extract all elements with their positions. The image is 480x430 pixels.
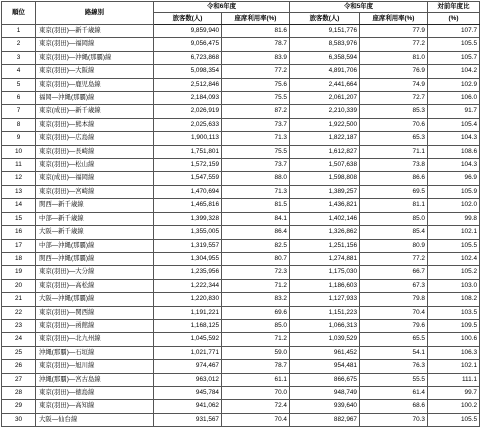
cell-yoy: 104.3	[428, 159, 480, 172]
cell-route: 東京(羽田)―北九州線	[36, 333, 154, 346]
table-row	[2, 293, 480, 306]
cell-load-factor-year6: 85.0	[222, 319, 290, 332]
cell-passengers-year5: 1,436,821	[290, 199, 360, 212]
cell-rank: 20	[2, 279, 36, 292]
table-row	[2, 413, 480, 426]
cell-rank: 9	[2, 132, 36, 145]
cell-passengers-year6: 1,045,592	[154, 333, 222, 346]
cell-route: 中部―沖縄(那覇)線	[36, 239, 154, 252]
cell-passengers-year6: 1,751,801	[154, 145, 222, 158]
header-passengers-year5: 旅客数(人)	[290, 13, 360, 25]
cell-route: 福岡―沖縄(那覇)線	[36, 92, 154, 105]
cell-passengers-year6: 1,168,125	[154, 319, 222, 332]
header-yoy: 対前年度比	[428, 2, 480, 13]
cell-yoy: 105.2	[428, 266, 480, 279]
cell-passengers-year5: 4,891,706	[290, 65, 360, 78]
cell-yoy: 99.8	[428, 212, 480, 225]
cell-passengers-year6: 2,025,633	[154, 118, 222, 131]
table-row	[2, 306, 480, 319]
cell-yoy: 100.2	[428, 400, 480, 413]
cell-passengers-year5: 2,210,339	[290, 105, 360, 118]
cell-load-factor-year5: 77.2	[360, 38, 428, 51]
cell-passengers-year5: 1,402,146	[290, 212, 360, 225]
table-row	[2, 199, 480, 212]
cell-load-factor-year6: 81.6	[222, 25, 290, 38]
cell-rank: 11	[2, 159, 36, 172]
cell-route: 東京(成田)―新千歳線	[36, 105, 154, 118]
cell-load-factor-year6: 83.9	[222, 51, 290, 64]
cell-load-factor-year5: 70.4	[360, 306, 428, 319]
cell-yoy: 105.7	[428, 51, 480, 64]
header-load-factor-year5: 座席利用率(%)	[360, 13, 428, 25]
cell-load-factor-year5: 79.6	[360, 319, 428, 332]
table-row	[2, 25, 480, 38]
cell-load-factor-year5: 73.8	[360, 159, 428, 172]
cell-passengers-year5: 954,481	[290, 360, 360, 373]
cell-yoy: 103.5	[428, 306, 480, 319]
cell-passengers-year6: 9,859,940	[154, 25, 222, 38]
cell-load-factor-year6: 69.6	[222, 306, 290, 319]
table-row	[2, 333, 480, 346]
cell-route: 東京(羽田)―函館線	[36, 319, 154, 332]
cell-load-factor-year5: 74.9	[360, 78, 428, 91]
cell-passengers-year6: 1,319,557	[154, 239, 222, 252]
cell-passengers-year5: 1,922,500	[290, 118, 360, 131]
table-row	[2, 386, 480, 399]
cell-passengers-year6: 1,021,771	[154, 346, 222, 359]
cell-route: 東京(羽田)―熊本線	[36, 118, 154, 131]
cell-route: 大阪―仙台線	[36, 413, 154, 426]
cell-route: 東京(羽田)―福岡線	[36, 38, 154, 51]
cell-passengers-year5: 8,583,976	[290, 38, 360, 51]
cell-rank: 8	[2, 118, 36, 131]
cell-rank: 4	[2, 65, 36, 78]
cell-load-factor-year6: 88.0	[222, 172, 290, 185]
table-row	[2, 279, 480, 292]
cell-load-factor-year6: 77.2	[222, 65, 290, 78]
cell-passengers-year5: 1,066,313	[290, 319, 360, 332]
route-ranking-table	[1, 1, 480, 427]
table-row	[2, 118, 480, 131]
cell-passengers-year5: 1,326,862	[290, 226, 360, 239]
cell-passengers-year6: 1,355,005	[154, 226, 222, 239]
cell-load-factor-year5: 85.0	[360, 212, 428, 225]
cell-route: 大阪―新千歳線	[36, 226, 154, 239]
table-header	[2, 2, 480, 25]
cell-passengers-year6: 1,572,159	[154, 159, 222, 172]
cell-rank: 5	[2, 78, 36, 91]
cell-passengers-year5: 1,507,638	[290, 159, 360, 172]
cell-yoy: 106.3	[428, 346, 480, 359]
cell-passengers-year5: 6,358,594	[290, 51, 360, 64]
cell-load-factor-year6: 81.5	[222, 199, 290, 212]
cell-rank: 16	[2, 226, 36, 239]
cell-passengers-year6: 5,098,354	[154, 65, 222, 78]
cell-rank: 29	[2, 400, 36, 413]
cell-load-factor-year5: 65.3	[360, 132, 428, 145]
cell-passengers-year5: 1,039,529	[290, 333, 360, 346]
table-row	[2, 145, 480, 158]
cell-passengers-year6: 6,723,868	[154, 51, 222, 64]
cell-load-factor-year5: 72.7	[360, 92, 428, 105]
cell-load-factor-year6: 78.7	[222, 38, 290, 51]
header-route: 路線別	[36, 2, 154, 25]
cell-passengers-year6: 1,222,344	[154, 279, 222, 292]
route-ranking-table-wrapper	[1, 1, 479, 427]
cell-passengers-year6: 2,512,846	[154, 78, 222, 91]
table-row	[2, 92, 480, 105]
cell-rank: 19	[2, 266, 36, 279]
cell-passengers-year6: 2,184,093	[154, 92, 222, 105]
cell-route: 東京(羽田)―沖縄(那覇)線	[36, 51, 154, 64]
cell-passengers-year6: 941,062	[154, 400, 222, 413]
cell-passengers-year5: 9,151,776	[290, 25, 360, 38]
cell-passengers-year5: 1,822,187	[290, 132, 360, 145]
cell-route: 東京(羽田)―高知線	[36, 400, 154, 413]
cell-load-factor-year5: 76.3	[360, 360, 428, 373]
cell-load-factor-year6: 73.7	[222, 159, 290, 172]
cell-passengers-year5: 1,274,881	[290, 252, 360, 265]
cell-load-factor-year6: 86.4	[222, 226, 290, 239]
cell-passengers-year5: 961,452	[290, 346, 360, 359]
cell-yoy: 106.0	[428, 92, 480, 105]
cell-rank: 3	[2, 51, 36, 64]
cell-load-factor-year5: 65.5	[360, 333, 428, 346]
cell-rank: 2	[2, 38, 36, 51]
table-row	[2, 252, 480, 265]
cell-rank: 24	[2, 333, 36, 346]
table-row	[2, 319, 480, 332]
cell-load-factor-year5: 81.0	[360, 51, 428, 64]
cell-yoy: 105.5	[428, 413, 480, 426]
header-year5: 令和5年度	[290, 2, 428, 13]
cell-load-factor-year6: 71.2	[222, 279, 290, 292]
cell-load-factor-year5: 68.6	[360, 400, 428, 413]
cell-passengers-year5: 2,441,664	[290, 78, 360, 91]
cell-rank: 7	[2, 105, 36, 118]
table-row	[2, 51, 480, 64]
cell-yoy: 102.0	[428, 199, 480, 212]
cell-rank: 30	[2, 413, 36, 426]
cell-load-factor-year6: 72.4	[222, 400, 290, 413]
cell-load-factor-year6: 59.0	[222, 346, 290, 359]
cell-route: 東京(羽田)―宮崎線	[36, 185, 154, 198]
cell-load-factor-year5: 77.9	[360, 25, 428, 38]
cell-route: 沖縄(那覇)―石垣線	[36, 346, 154, 359]
table-row	[2, 105, 480, 118]
cell-passengers-year5: 882,967	[290, 413, 360, 426]
cell-rank: 17	[2, 239, 36, 252]
cell-passengers-year6: 945,784	[154, 386, 222, 399]
cell-rank: 14	[2, 199, 36, 212]
cell-passengers-year6: 963,012	[154, 373, 222, 386]
table-row	[2, 65, 480, 78]
cell-yoy: 102.1	[428, 226, 480, 239]
cell-rank: 21	[2, 293, 36, 306]
cell-route: 沖縄(那覇)―宮古島線	[36, 373, 154, 386]
cell-load-factor-year5: 77.2	[360, 252, 428, 265]
table-row	[2, 212, 480, 225]
cell-load-factor-year5: 70.6	[360, 118, 428, 131]
cell-route: 東京(羽田)―関西線	[36, 306, 154, 319]
cell-passengers-year5: 939,640	[290, 400, 360, 413]
cell-load-factor-year5: 67.3	[360, 279, 428, 292]
cell-yoy: 102.1	[428, 360, 480, 373]
cell-rank: 26	[2, 360, 36, 373]
cell-passengers-year6: 9,056,475	[154, 38, 222, 51]
header-year6: 令和6年度	[154, 2, 290, 13]
cell-passengers-year6: 1,470,694	[154, 185, 222, 198]
cell-passengers-year5: 2,061,207	[290, 92, 360, 105]
cell-rank: 1	[2, 25, 36, 38]
cell-yoy: 109.5	[428, 319, 480, 332]
cell-load-factor-year5: 80.9	[360, 239, 428, 252]
header-yoy-unit: (%)	[428, 13, 480, 25]
cell-passengers-year6: 1,900,113	[154, 132, 222, 145]
table-body	[2, 25, 480, 427]
cell-load-factor-year6: 71.2	[222, 333, 290, 346]
cell-route: 東京(羽田)―新千歳線	[36, 25, 154, 38]
cell-load-factor-year6: 78.7	[222, 360, 290, 373]
cell-load-factor-year5: 76.9	[360, 65, 428, 78]
header-rank: 順位	[2, 2, 36, 25]
cell-yoy: 105.4	[428, 118, 480, 131]
cell-load-factor-year5: 85.3	[360, 105, 428, 118]
cell-load-factor-year5: 61.4	[360, 386, 428, 399]
table-row	[2, 373, 480, 386]
cell-load-factor-year5: 86.6	[360, 172, 428, 185]
cell-passengers-year5: 1,186,603	[290, 279, 360, 292]
cell-route: 東京(羽田)―松山線	[36, 159, 154, 172]
cell-rank: 25	[2, 346, 36, 359]
cell-load-factor-year6: 71.3	[222, 185, 290, 198]
cell-route: 東京(成田)―福岡線	[36, 172, 154, 185]
table-row	[2, 226, 480, 239]
cell-load-factor-year6: 82.5	[222, 239, 290, 252]
cell-passengers-year5: 1,251,156	[290, 239, 360, 252]
cell-load-factor-year5: 85.4	[360, 226, 428, 239]
table-row	[2, 266, 480, 279]
cell-rank: 18	[2, 252, 36, 265]
cell-yoy: 96.9	[428, 172, 480, 185]
cell-passengers-year5: 866,675	[290, 373, 360, 386]
cell-rank: 27	[2, 373, 36, 386]
cell-yoy: 108.2	[428, 293, 480, 306]
cell-yoy: 91.7	[428, 105, 480, 118]
cell-route: 関西―沖縄(那覇)線	[36, 252, 154, 265]
cell-rank: 28	[2, 386, 36, 399]
table-row	[2, 239, 480, 252]
cell-passengers-year5: 1,151,223	[290, 306, 360, 319]
cell-passengers-year6: 1,304,955	[154, 252, 222, 265]
cell-passengers-year5: 1,127,933	[290, 293, 360, 306]
cell-load-factor-year6: 73.7	[222, 118, 290, 131]
cell-passengers-year5: 1,389,257	[290, 185, 360, 198]
cell-load-factor-year5: 79.8	[360, 293, 428, 306]
table-row	[2, 159, 480, 172]
cell-load-factor-year5: 81.1	[360, 199, 428, 212]
cell-passengers-year6: 974,467	[154, 360, 222, 373]
cell-load-factor-year6: 75.5	[222, 145, 290, 158]
cell-load-factor-year6: 61.1	[222, 373, 290, 386]
cell-yoy: 104.3	[428, 132, 480, 145]
table-row	[2, 132, 480, 145]
table-row	[2, 400, 480, 413]
cell-yoy: 104.2	[428, 65, 480, 78]
cell-load-factor-year5: 55.5	[360, 373, 428, 386]
cell-passengers-year6: 1,547,559	[154, 172, 222, 185]
cell-route: 東京(羽田)―徳島線	[36, 386, 154, 399]
cell-passengers-year6: 1,191,221	[154, 306, 222, 319]
cell-route: 東京(羽田)―大阪線	[36, 65, 154, 78]
cell-load-factor-year6: 87.2	[222, 105, 290, 118]
cell-passengers-year6: 1,235,956	[154, 266, 222, 279]
cell-yoy: 111.1	[428, 373, 480, 386]
cell-rank: 23	[2, 319, 36, 332]
table-row	[2, 185, 480, 198]
cell-yoy: 107.7	[428, 25, 480, 38]
cell-load-factor-year5: 70.3	[360, 413, 428, 426]
cell-passengers-year6: 1,220,830	[154, 293, 222, 306]
cell-route: 関西―新千歳線	[36, 199, 154, 212]
cell-yoy: 99.7	[428, 386, 480, 399]
cell-load-factor-year6: 75.5	[222, 92, 290, 105]
cell-yoy: 100.6	[428, 333, 480, 346]
cell-rank: 22	[2, 306, 36, 319]
cell-route: 東京(羽田)―長崎線	[36, 145, 154, 158]
cell-route: 大阪―沖縄(那覇)線	[36, 293, 154, 306]
table-row	[2, 360, 480, 373]
cell-yoy: 105.5	[428, 38, 480, 51]
table-row	[2, 346, 480, 359]
cell-rank: 10	[2, 145, 36, 158]
cell-route: 東京(羽田)―鹿児島線	[36, 78, 154, 91]
cell-passengers-year6: 1,399,328	[154, 212, 222, 225]
header-passengers-year6: 旅客数(人)	[154, 13, 222, 25]
cell-load-factor-year6: 84.1	[222, 212, 290, 225]
cell-rank: 12	[2, 172, 36, 185]
cell-load-factor-year6: 75.6	[222, 78, 290, 91]
cell-load-factor-year5: 71.1	[360, 145, 428, 158]
cell-load-factor-year5: 66.7	[360, 266, 428, 279]
cell-yoy: 103.0	[428, 279, 480, 292]
cell-route: 東京(羽田)―大分線	[36, 266, 154, 279]
cell-load-factor-year6: 70.0	[222, 386, 290, 399]
cell-rank: 6	[2, 92, 36, 105]
table-row	[2, 172, 480, 185]
cell-load-factor-year6: 72.3	[222, 266, 290, 279]
cell-yoy: 108.6	[428, 145, 480, 158]
cell-route: 東京(羽田)―旭川線	[36, 360, 154, 373]
cell-load-factor-year6: 71.3	[222, 132, 290, 145]
cell-rank: 15	[2, 212, 36, 225]
header-load-factor-year6: 座席利用率(%)	[222, 13, 290, 25]
cell-passengers-year6: 2,026,919	[154, 105, 222, 118]
table-row	[2, 78, 480, 91]
cell-load-factor-year6: 70.4	[222, 413, 290, 426]
cell-load-factor-year6: 80.7	[222, 252, 290, 265]
cell-load-factor-year5: 69.5	[360, 185, 428, 198]
cell-load-factor-year5: 54.1	[360, 346, 428, 359]
cell-yoy: 105.5	[428, 239, 480, 252]
cell-passengers-year5: 1,598,808	[290, 172, 360, 185]
cell-route: 東京(羽田)―高松線	[36, 279, 154, 292]
cell-yoy: 102.4	[428, 252, 480, 265]
table-row	[2, 38, 480, 51]
cell-route: 東京(羽田)―広島線	[36, 132, 154, 145]
cell-passengers-year5: 948,749	[290, 386, 360, 399]
cell-passengers-year5: 1,175,030	[290, 266, 360, 279]
cell-yoy: 102.9	[428, 78, 480, 91]
cell-route: 中部―新千歳線	[36, 212, 154, 225]
cell-rank: 13	[2, 185, 36, 198]
cell-load-factor-year6: 83.2	[222, 293, 290, 306]
cell-passengers-year6: 931,567	[154, 413, 222, 426]
cell-yoy: 105.9	[428, 185, 480, 198]
cell-passengers-year5: 1,612,827	[290, 145, 360, 158]
cell-passengers-year6: 1,465,816	[154, 199, 222, 212]
